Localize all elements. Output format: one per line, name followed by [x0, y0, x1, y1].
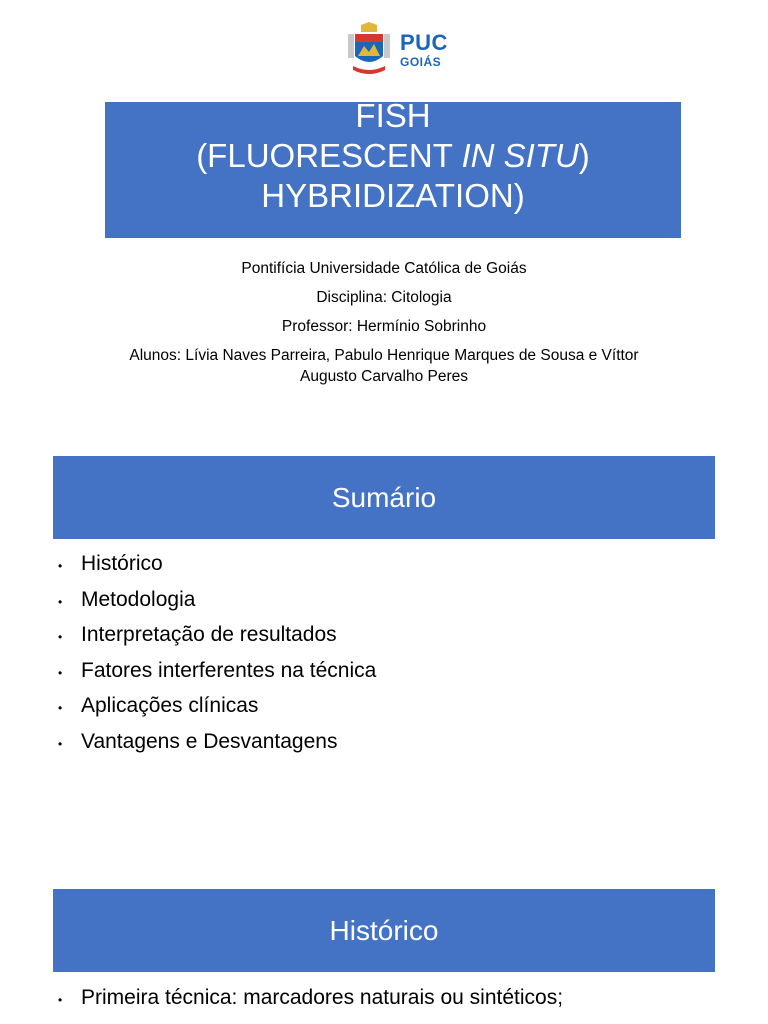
summary-item-label: Aplicações clínicas [81, 694, 259, 718]
summary-item [53, 550, 376, 586]
students-line-2: Augusto Carvalho Peres [299, 368, 468, 385]
history-list [53, 984, 563, 1020]
summary-item [53, 621, 376, 657]
bullet-icon: • [58, 594, 63, 609]
summary-item [53, 728, 376, 764]
university-name: Pontifícia Universidade Católica de Goiás [241, 260, 527, 277]
history-item-label: Primeira técnica: marcadores naturais ou sintéticos; [81, 986, 564, 1009]
bullet-icon: • [58, 993, 63, 1007]
title-line-2: (FLUORESCENT IN SITU) [196, 137, 590, 174]
history-item [53, 984, 563, 1020]
summary-item-label: Vantagens e Desvantagens [81, 729, 338, 753]
title-banner [105, 97, 681, 238]
puc-goias-logo [300, 4, 494, 96]
summary-heading: Sumário [53, 456, 715, 539]
title-line-2-prefix: (FLUORESCENT [196, 137, 462, 174]
summary-item [53, 692, 376, 728]
summary-item-label: Fatores interferentes na técnica [81, 658, 377, 682]
bullet-icon: • [58, 559, 63, 573]
title-line-2-italic: IN SITU [461, 137, 579, 174]
bullet-icon: • [58, 665, 63, 680]
bullet-icon: • [58, 630, 63, 645]
discipline: Disciplina: Citologia [316, 289, 452, 306]
students-line-1: Alunos: Lívia Naves Parreira, Pabulo Henrique Marques de Sousa e Víttor [129, 347, 639, 364]
summary-list [53, 550, 376, 764]
bullet-icon: • [58, 701, 63, 716]
logo-subname: GOIÁS [400, 55, 442, 69]
summary-item [53, 657, 376, 693]
history-heading: Histórico [53, 889, 715, 972]
professor: Professor: Hermínio Sobrinho [281, 318, 487, 335]
university-seal-icon [344, 22, 394, 80]
title-line-1: FISH [355, 97, 431, 134]
presentation-info [60, 254, 708, 387]
title-line-3: HYBRIDIZATION) [261, 177, 525, 214]
summary-item-label: Interpretação de resultados [81, 623, 337, 647]
bullet-icon: • [58, 736, 63, 751]
summary-item-label: Metodologia [81, 587, 196, 611]
summary-item [53, 586, 376, 622]
logo-name: PUC [400, 30, 448, 55]
summary-item-label: Histórico [81, 552, 163, 575]
